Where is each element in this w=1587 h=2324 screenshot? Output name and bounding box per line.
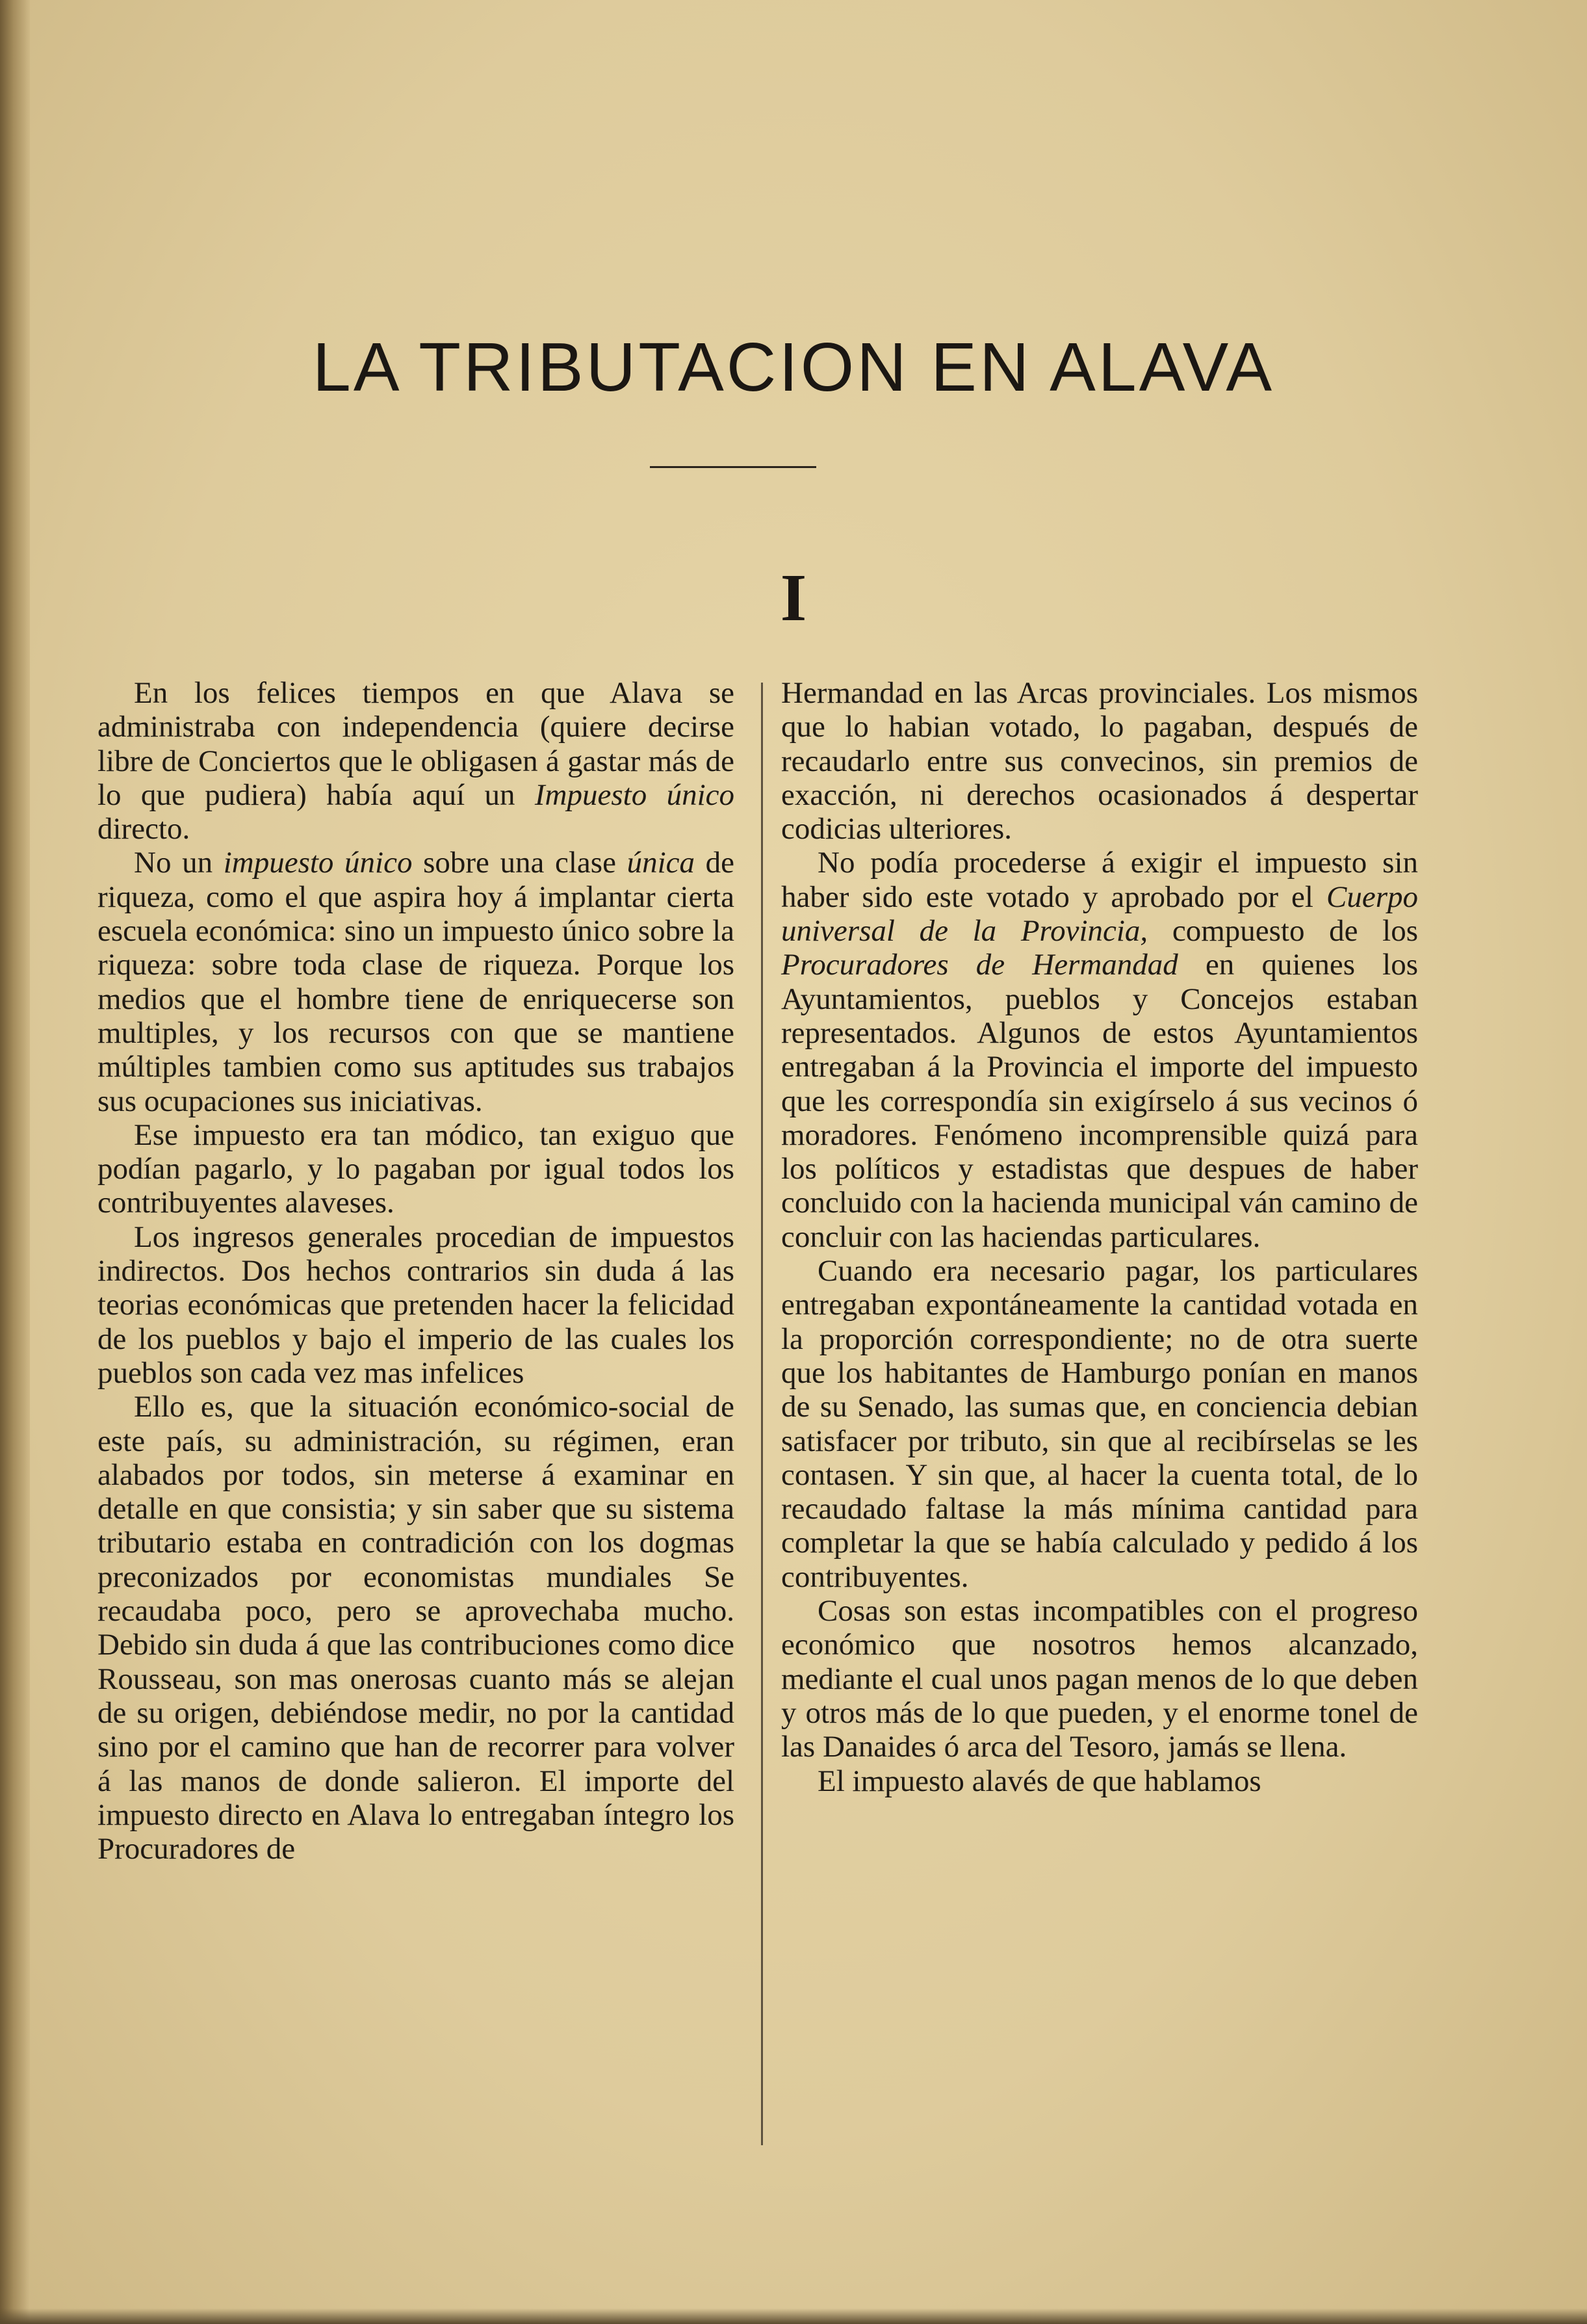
text-run: El impuesto alavés de que hablamos [818,1764,1261,1798]
paragraph [781,676,1418,846]
page-bottom-edge [0,2308,1587,2324]
title-rule [650,466,816,468]
text-run: Cuando era necesario pagar, los particulares entregaban expontáneamente la cantidad votada en la proporción correspondiente; no de otra suerte que los habitantes de Hamburgo ponían en manos de su Senado, las sumas que, en conciencia debian satisfacer por tributo, sin que al recibírselas se les contasen. Y sin que, al hacer la cuenta total, de lo recaudado faltase la más mínima cantidad para completar la que se había calculado y pedido á los contribuyentes. [781,1254,1418,1594]
paragraph [97,1390,734,1866]
section-number: I [780,560,807,635]
text-run: sobre una clase [412,846,627,880]
text-run: Ese impuesto era tan módico, tan exiguo que podían pagarlo, y lo pagaban por igual todos los contribuyentes alaveses. [97,1117,734,1220]
paragraph [97,846,734,1117]
paragraph [781,1764,1418,1798]
text-run: Cosas son estas incompatibles con el progreso económico que nosotros hemos alcanzado, mediante el cual unos pagan menos de lo que deben y otros más de lo que pueden, y el enorme tonel de las Danaides ó arca del Tesoro, jamás se llena. [781,1594,1418,1764]
italic-text: Impuesto único [534,777,734,812]
column-divider [761,683,763,2145]
paragraph [97,1118,734,1220]
italic-text: impuesto único [223,846,413,880]
text-run: Los ingresos generales procedian de impuestos indirectos. Dos hechos contrarios sin duda á las teorias económicas que pretenden hacer la felicidad de los pueblos y bajo el imperio de las cuales los pueblos son cada vez mas infelices [97,1220,734,1390]
text-run: No podía procederse á exigir el impuesto sin haber sido este votado y aprobado por el [781,846,1418,914]
italic-text: Procuradores de Hermandad [781,948,1178,982]
paragraph [781,1594,1418,1764]
article-title: LA TRIBUTACION EN ALAVA [312,329,1275,406]
paragraph [97,1220,734,1390]
text-run: en quienes los Ayuntamientos, pueblos y Concejos estaban representados. Algunos de estos Ayuntamientos entregaban á la Provincia el importe del impuesto que les correspondía sin exigírselo á sus vecinos ó moradores. Fenómeno incomprensible quizá para los políticos y estadistas que despues de haber concluido con la hacienda municipal ván camino de concluir con las haciendas particulares. [781,948,1418,1254]
paragraph [97,676,734,846]
text-run: directo. [97,812,190,846]
right-column [781,676,1418,1798]
italic-text: Cuerpo universal de la Provincia, [781,880,1418,948]
left-column [97,676,734,1866]
text-run: de riqueza, como el que aspira hoy á implantar cierta escuela económica: sino un impuesto único sobre la riqueza: sobre toda clase de riqueza. Porque los medios que el hombre tiene de enriquecerse son multiples, y los recursos con que se mantiene múltiples tambien como sus aptitudes sus trabajos sus ocupaciones sus iniciativas. [97,846,734,1118]
text-run: En los felices tiempos en que Alava se administraba con independencia (quiere decirse libre de Conciertos que le obligasen á gastar más de lo que pudiera) había aquí un [97,676,734,812]
text-run: Ello es, que la situación económico-social de este país, su administración, su régimen, eran alabados por todos, sin meterse á examinar en detalle en que consistia; y sin saber que su sistema tributario estaba en contradición con los dogmas preconizados por economistas mundiales Se recaudaba poco, pero se aprovechaba mucho. Debido sin duda á que las contribuciones como dice Rousseau, son mas onerosas cuanto más se alejan de su origen, debiéndose medir, no por la cantidad sino por el camino que han de recorrer para volver á las manos de donde salieron. El importe del impuesto directo en Alava lo entregaban íntegro los Procuradores de [97,1390,734,1866]
text-run: No un [134,846,224,880]
paragraph [781,1254,1418,1594]
text-run: Hermandad en las Arcas provinciales. Los mismos que lo habian votado, lo pagaban, después de recaudarlo entre sus convecinos, sin premios de exacción, ni derechos ocasionados á despertar codicias ulteriores. [781,676,1418,846]
italic-text: única [626,846,695,880]
text-run: compuesto de los [1148,914,1418,948]
paragraph [781,846,1418,1254]
